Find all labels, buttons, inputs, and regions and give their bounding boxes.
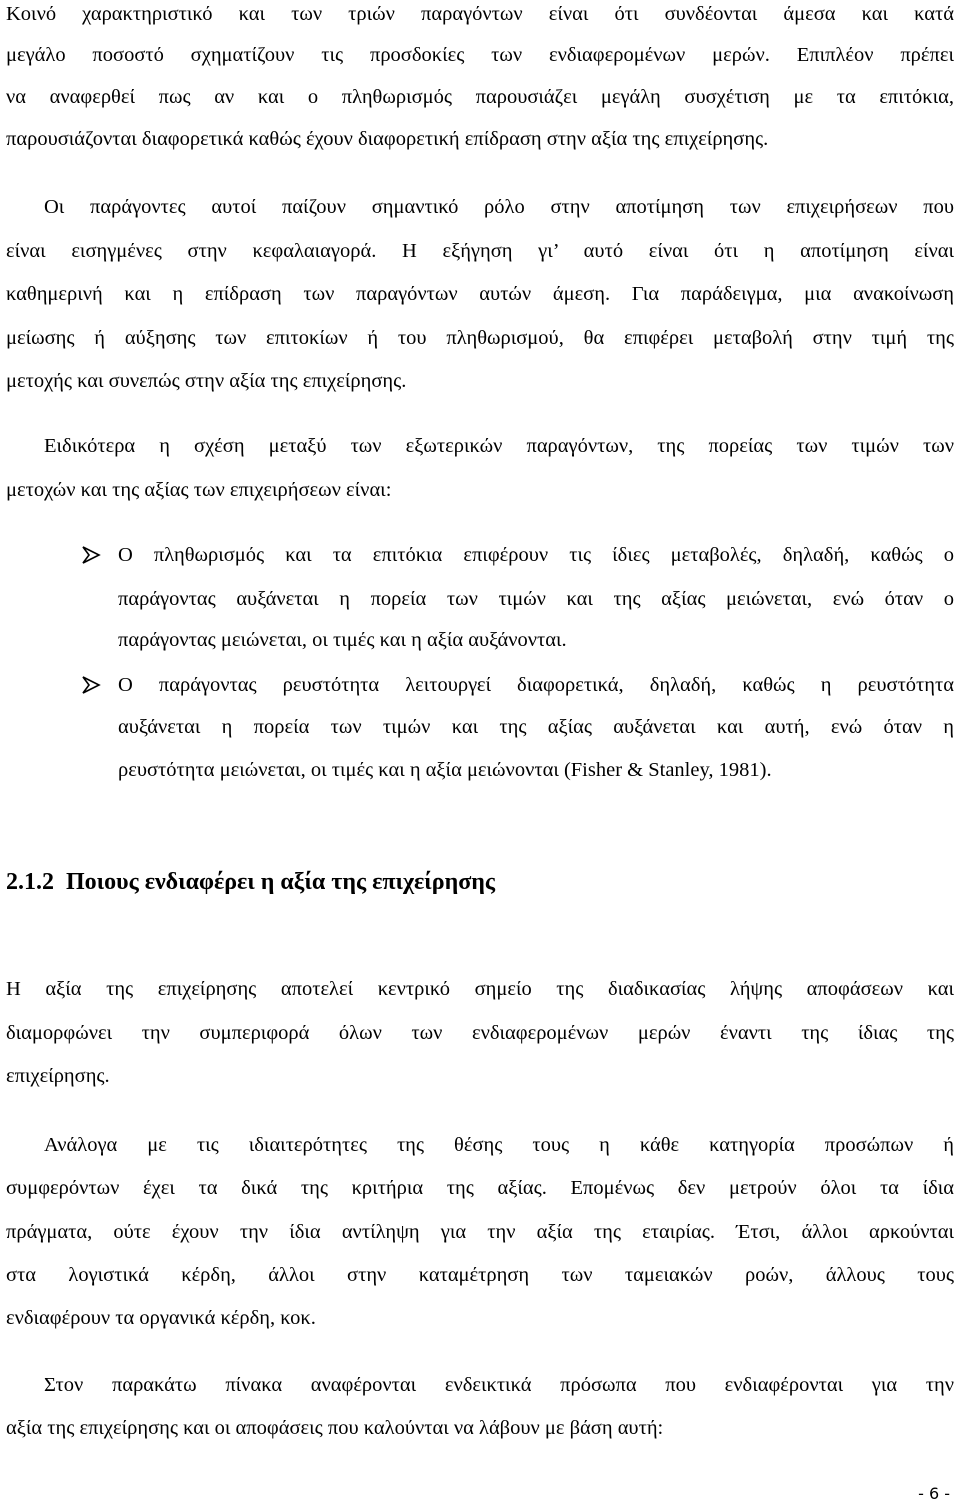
- paragraph-5-line-3: πράγματα, ούτε έχουν την ίδια αντίληψη για την αξία της εταιρίας. Έτσι, άλλοι αρκούνται: [6, 1221, 954, 1243]
- bullet-2-line-1: Ο παράγοντας ρευστότητα λειτουργεί διαφορετικά, δηλαδή, καθώς η ρευστότητα: [118, 674, 954, 696]
- paragraph-4-line-2: διαμορφώνει την συμπεριφορά όλων των ενδιαφερομένων μερών έναντι της ίδιας της: [6, 1022, 954, 1044]
- bullet-1-line-1: Ο πληθωρισμός και τα επιτόκια επιφέρουν τις ίδιες μεταβολές, δηλαδή, καθώς ο: [118, 544, 954, 566]
- paragraph-5-line-2: συμφερόντων έχει τα δικά της κριτήρια της αξίας. Επομένως δεν μετρούν όλοι τα ίδια: [6, 1177, 954, 1199]
- paragraph-5-line-4: στα λογιστικά κέρδη, άλλοι στην καταμέτρηση των ταμειακών ροών, άλλους τους: [6, 1264, 954, 1286]
- section-number: 2.1.2: [6, 869, 54, 895]
- paragraph-6-line-1: Στον παρακάτω πίνακα αναφέρονται ενδεικτικά πρόσωπα που ενδιαφέρονται για την: [44, 1374, 954, 1396]
- bullet-2-line-3: ρευστότητα μειώνεται, οι τιμές και η αξία μειώνονται (Fisher & Stanley, 1981).: [118, 759, 772, 781]
- paragraph-2-line-5: μετοχής και συνεπώς στην αξία της επιχείρησης.: [6, 370, 407, 392]
- arrowhead-bullet-icon: [80, 544, 102, 566]
- bullet-2-line-2: αυξάνεται η πορεία των τιμών και της αξίας αυξάνεται και αυτή, ενώ όταν η: [118, 716, 954, 738]
- bullet-1-line-3: παράγοντας μειώνεται, οι τιμές και η αξία αυξάνονται.: [118, 629, 567, 651]
- paragraph-2-line-3: καθημερινή και η επίδραση των παραγόντων αυτών άμεση. Για παράδειγμα, μια ανακοίνωση: [6, 283, 954, 305]
- paragraph-4-line-3: επιχείρησης.: [6, 1065, 110, 1087]
- paragraph-6-line-2: αξία της επιχείρησης και οι αποφάσεις που καλούνται να λάβουν με βάση αυτή:: [6, 1417, 664, 1439]
- paragraph-2-line-1: Οι παράγοντες αυτοί παίζουν σημαντικό ρόλο στην αποτίμηση των επιχειρήσεων που: [44, 196, 954, 218]
- page-number: - 6 -: [918, 1484, 950, 1503]
- paragraph-4-line-1: Η αξία της επιχείρησης αποτελεί κεντρικό σημείο της διαδικασίας λήψης αποφάσεων και: [6, 978, 954, 1000]
- section-title: Ποιους ενδιαφέρει η αξία της επιχείρησης: [66, 869, 496, 895]
- paragraph-3-line-2: μετοχών και της αξίας των επιχειρήσεων είναι:: [6, 479, 392, 501]
- bullet-1-line-2: παράγοντας αυξάνεται η πορεία των τιμών και της αξίας μειώνεται, ενώ όταν ο: [118, 588, 954, 610]
- paragraph-1-line-2: μεγάλο ποσοστό σχηματίζουν τις προσδοκίες των ενδιαφερομένων μερών. Επιπλέον πρέπει: [6, 44, 954, 66]
- paragraph-1-line-1: Κοινό χαρακτηριστικό και των τριών παραγόντων είναι ότι συνδέονται άμεσα και κατά: [6, 3, 954, 25]
- paragraph-5-line-5: ενδιαφέρουν τα οργανικά κέρδη, κοκ.: [6, 1307, 316, 1329]
- arrowhead-bullet-icon: [80, 674, 102, 696]
- paragraph-2-line-2: είναι εισηγμένες στην κεφαλαιαγορά. Η εξήγηση γι’ αυτό είναι ότι η αποτίμηση είναι: [6, 240, 954, 262]
- paragraph-5-line-1: Ανάλογα με τις ιδιαιτερότητες της θέσης τους η κάθε κατηγορία προσώπων ή: [44, 1134, 954, 1156]
- section-heading: [6, 867, 495, 897]
- paragraph-1-line-3: να αναφερθεί πως αν και ο πληθωρισμός παρουσιάζει μεγάλη συσχέτιση με τα επιτόκια,: [6, 86, 954, 108]
- paragraph-3-line-1: Ειδικότερα η σχέση μεταξύ των εξωτερικών παραγόντων, της πορείας των τιμών των: [44, 435, 954, 457]
- paragraph-2-line-4: μείωσης ή αύξησης των επιτοκίων ή του πληθωρισμού, θα επιφέρει μεταβολή στην τιμή της: [6, 327, 954, 349]
- paragraph-1-line-4: παρουσιάζονται διαφορετικά καθώς έχουν διαφορετική επίδραση στην αξία της επιχείρησης.: [6, 128, 769, 150]
